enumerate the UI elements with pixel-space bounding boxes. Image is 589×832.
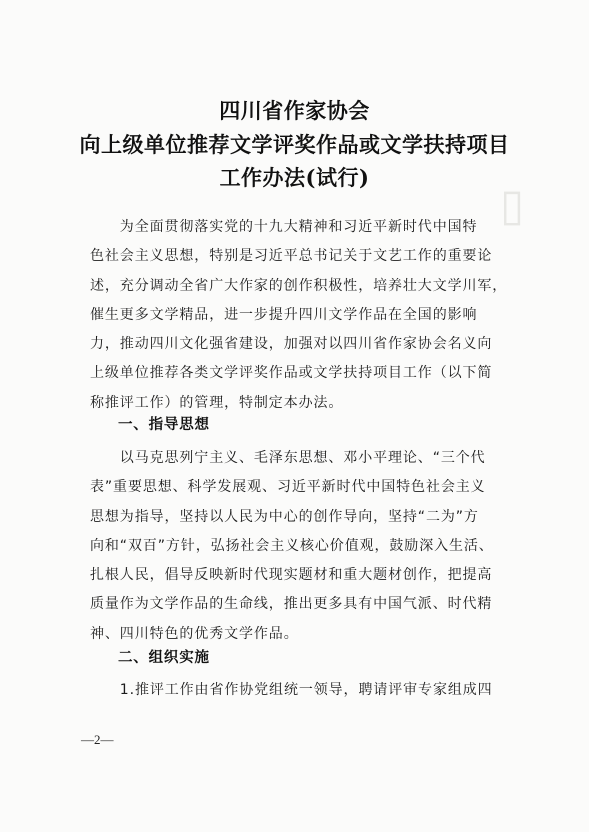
intro-line: 上级单位推荐各类文学评奖作品或文学扶持项目工作（以下简 [90,365,493,382]
intro-line: 色社会主义思想，特别是习近平总书记关于文艺工作的重要论 [90,248,493,265]
title-line-1: 四川省作家协会 [219,98,370,123]
section1-line: 思想为指导，坚持以人民为中心的创作导向，坚持“二为”方 [90,508,479,525]
title-line-2: 向上级单位推荐文学评奖作品或文学扶持项目 [79,132,510,157]
intro-line: 为全面贯彻落实党的十九大精神和习近平新时代中国特 [90,219,478,235]
section1-line: 以马克思列宁主义、毛泽东思想、邓小平理论、“三个代 [90,450,486,466]
section2-paragraph [90,676,510,705]
intro-line: 称推评工作）的管理，特制定本办法。 [90,394,344,411]
intro-line: 力，推动四川文化强省建设，加强对以四川省作家协会名义向 [90,336,493,353]
section1-line: 表”重要思想、科学发展观、习近平新时代中国特色社会主义 [90,479,486,496]
section-heading-organization: 二、组织实施 [118,650,210,666]
section-heading-guiding-ideology: 一、指导思想 [118,417,210,433]
section1-line: 扎根人民，倡导反映新时代现实题材和重大题材创作，把提高 [90,567,493,584]
section1-line: 向和“双百”方针，弘扬社会主义核心价值观，鼓励深入生活、 [90,537,494,554]
section2-line: 1.推评工作由省作协党组统一领导，聘请评审专家组成四 [90,682,493,698]
section1-paragraph [90,444,510,649]
intro-line: 述，充分调动全省广大作家的创作积极性，培养壮大文学川军， [90,277,508,294]
section1-line: 质量作为文学作品的生命线，推出更多具有中国气派、时代精 [90,596,493,613]
page-number: —2— [81,732,114,747]
bleed-through-mark: ▯ [500,180,525,231]
intro-paragraph [90,213,510,418]
title-line-3: 工作办法(试行) [219,165,370,190]
intro-line: 催生更多文学精品，进一步提升四川文学作品在全国的影响 [90,306,478,323]
section1-line: 神、四川特色的优秀文学作品。 [90,625,299,642]
